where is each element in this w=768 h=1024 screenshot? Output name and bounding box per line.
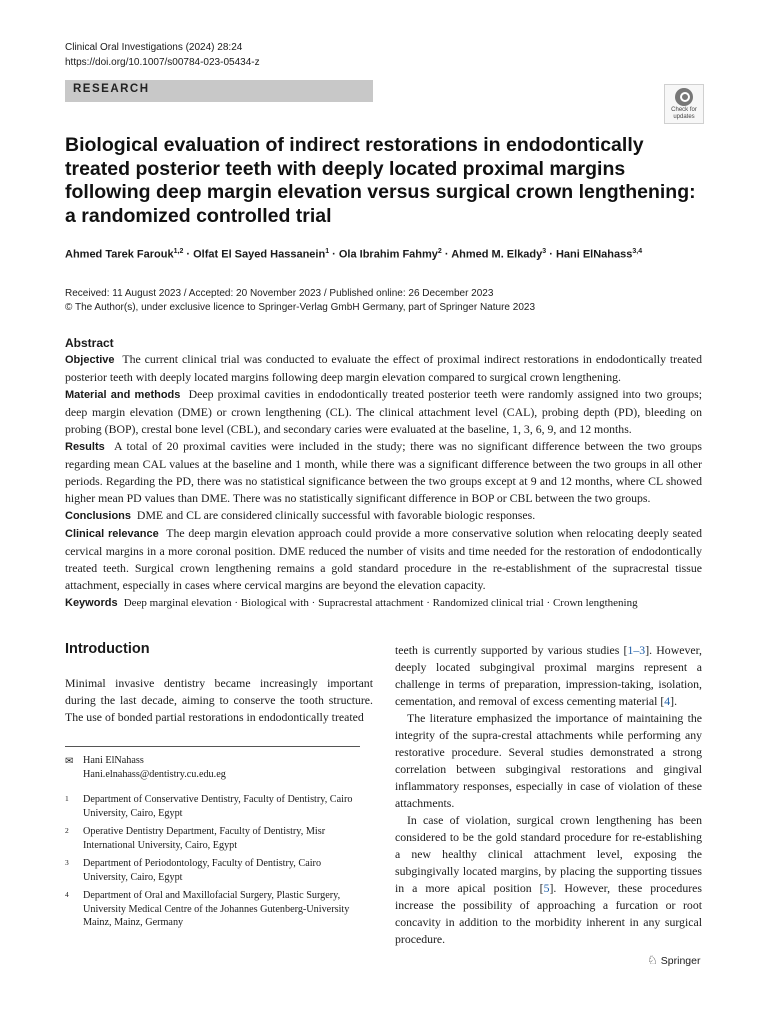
springer-horse-icon: ♘	[647, 953, 658, 967]
affiliation	[65, 825, 365, 852]
doi-link[interactable]: https://doi.org/10.1007/s00784-023-05434-z	[65, 57, 260, 68]
abstract-heading: Abstract	[65, 336, 114, 350]
footnote-divider	[65, 746, 360, 747]
journal-citation: Clinical Oral Investigations (2024) 28:24	[65, 42, 243, 53]
author-name[interactable]: Ahmed M. Elkady	[451, 248, 543, 261]
citation-link[interactable]: 1–3	[627, 643, 646, 657]
abstract-conclusions	[65, 507, 702, 525]
history-dates: Received: 11 August 2023 / Accepted: 20 November 2023 / Published online: 26 December 2023	[65, 288, 494, 299]
abstract-body	[65, 351, 702, 594]
affiliation-text: Department of Oral and Maxillofacial Surgery, Plastic Surgery, University Medical Centre of the Johannes Gutenberg-University Mainz, Mainz, Germany	[83, 890, 350, 928]
envelope-icon: ✉	[65, 756, 74, 767]
publisher-name: Springer	[660, 955, 701, 967]
intro-paragraph: In case of violation, surgical crown lengthening has been considered to be the gold standard procedure for re-establishing a new healthy clinical attachment level, exposing the subgingivally located margins, by placing the supporting tissues in a more apical position [5]. However, these procedures increase the possibility of approaching a furcation or root concavity in addition to the morbidity inherent in any surgical procedure.	[395, 813, 702, 946]
affiliation	[65, 889, 365, 930]
badge-text-2: updates	[673, 113, 695, 120]
abstract-text: Deep proximal cavities in endodontically treated posterior teeth were randomly assigned into two groups; deep margin elevation (DME) or crown lengthening (CL). The clinical attachment level (CAL), probing depth (PD), bleeding on probing (BOP), crestal bone level (CBL), and secondary caries were evaluated at the baseline, 1, 3, 6, 9, and 12 months.	[65, 387, 703, 436]
affiliation-number: 3	[65, 858, 69, 867]
abstract-objective	[65, 351, 702, 386]
article-type-label: RESEARCH	[73, 83, 150, 95]
author-list	[65, 248, 725, 261]
affiliation	[65, 793, 365, 820]
affiliation-number: 4	[65, 890, 69, 899]
abstract-text: The current clinical trial was conducted to evaluate the effect of proximal indirect restorations in endodontically treated posterior teeth with deeply located margins following deep margin elevation compared to surgical crown lengthening.	[65, 352, 702, 384]
affiliation-number: 1	[65, 794, 69, 803]
author-separator: ·	[183, 248, 194, 261]
badge-text-1: Check for	[671, 107, 697, 113]
corresponding-author-email[interactable]: Hani.elnahass@dentistry.cu.edu.eg	[83, 769, 226, 780]
article-title: Biological evaluation of indirect restorations in endodontically treated posterior teeth with deeply located proximal margins following deep margin elevation versus surgical crown lengthening: a randomized controlled trial	[65, 134, 696, 227]
author-name[interactable]: Olfat El Sayed Hassanein	[193, 248, 326, 261]
article-type-band	[65, 80, 373, 102]
journal-header	[65, 40, 260, 70]
citation-link[interactable]: 4	[664, 694, 671, 708]
affiliation-text: Department of Periodontology, Faculty of Dentistry, Cairo University, Cairo, Egypt	[83, 858, 322, 883]
abstract-methods	[65, 386, 702, 438]
abstract-label: Clinical relevance	[65, 528, 159, 540]
intro-paragraph: The literature emphasized the importance of maintaining the integrity of the supra-crestal attachments while performing any restorative procedure. Several studies demonstrated a strong correlation between subgingival restorations and gingival inflammatory responses, especially in case of violation of these attachments.	[395, 711, 702, 810]
author-name[interactable]: Ola Ibrahim Fahmy	[338, 248, 438, 261]
abstract-label: Material and methods	[65, 389, 181, 401]
crossmark-icon	[675, 88, 693, 106]
abstract-label: Results	[65, 441, 105, 453]
keywords-label: Keywords	[65, 597, 118, 609]
author-affiliation-ref: 3	[542, 248, 547, 255]
abstract-text: A total of 20 proximal cavities were included in the study; there was no significant difference between the two groups regarding mean CAL values at the baseline and 1 month, while there was a significant difference between the two groups in all other periods. Regarding the PD, there was no statistical significance between the two groups except at 9 and 12 months, where CL showed higher mean PD values than DME. There was no statistically significant difference in BOP or CBL between the two groups.	[65, 439, 702, 505]
affiliation-text: Department of Conservative Dentistry, Faculty of Dentistry, Cairo University, Cairo, Egypt	[83, 794, 353, 819]
introduction-heading: Introduction	[65, 641, 150, 657]
author-name[interactable]: Hani ElNahass	[555, 248, 633, 261]
affiliation-text: Operative Dentistry Department, Faculty of Dentistry, Misr International University, Cairo, Egypt	[83, 826, 326, 851]
author-name[interactable]: Ahmed Tarek Farouk	[65, 248, 174, 261]
corresponding-author	[65, 754, 365, 782]
check-for-updates-badge[interactable]	[664, 84, 704, 124]
citation-link[interactable]: 5	[543, 881, 550, 895]
abstract-clinical-relevance	[65, 525, 702, 594]
abstract-text: DME and CL are considered clinically successful with favorable biologic responses.	[136, 508, 536, 522]
copyright-line: © The Author(s), under exclusive licence to Springer-Verlag GmbH Germany, part of Springer Nature 2023	[65, 302, 535, 313]
abstract-label: Objective	[65, 354, 115, 366]
author-affiliation-ref: 1,2	[173, 248, 184, 255]
author-separator: ·	[441, 248, 452, 261]
author-affiliation-ref: 2	[437, 248, 442, 255]
author-affiliation-ref: 3,4	[632, 248, 643, 255]
corresponding-author-name: Hani ElNahass	[83, 755, 144, 766]
keywords-list: Deep marginal elevation · Biological with · Supracrestal attachment · Randomized clinical trial · Crown lengthening	[123, 597, 638, 609]
abstract-text: The deep margin elevation approach could provide a more conservative solution when relocating deeply seated cervical margins in a more coronal position. DME reduced the number of visits and time needed for the restoration of endodontically treated teeth. Surgical crown lengthening remains a gold standard procedure in the re-establishment of the supracrestal tissue attachment, especially in cases where cervical margins are beyond the elevation capacity.	[65, 526, 702, 592]
author-affiliation-ref: 1	[325, 248, 330, 255]
abstract-results	[65, 438, 702, 507]
affiliation-number: 2	[65, 826, 69, 835]
author-separator: ·	[546, 248, 556, 261]
publisher-footer	[647, 953, 700, 967]
affiliation	[65, 857, 365, 884]
intro-column-left: Minimal invasive dentistry became increasingly important during the last decade, aiming to conserve the tooth structure. The use of bonded partial restorations in endodontically treated	[65, 676, 373, 724]
publication-dates	[65, 287, 535, 315]
author-separator: ·	[329, 248, 339, 261]
keywords	[65, 597, 725, 609]
abstract-label: Conclusions	[65, 510, 132, 522]
intro-column-right	[395, 642, 702, 948]
intro-paragraph: teeth is currently supported by various studies [1–3]. However, deeply located subgingival proximal margins represent a challenge in terms of preparation, impression-taking, isolation, cementation, and removal of excess cementing material [4].	[395, 643, 702, 708]
